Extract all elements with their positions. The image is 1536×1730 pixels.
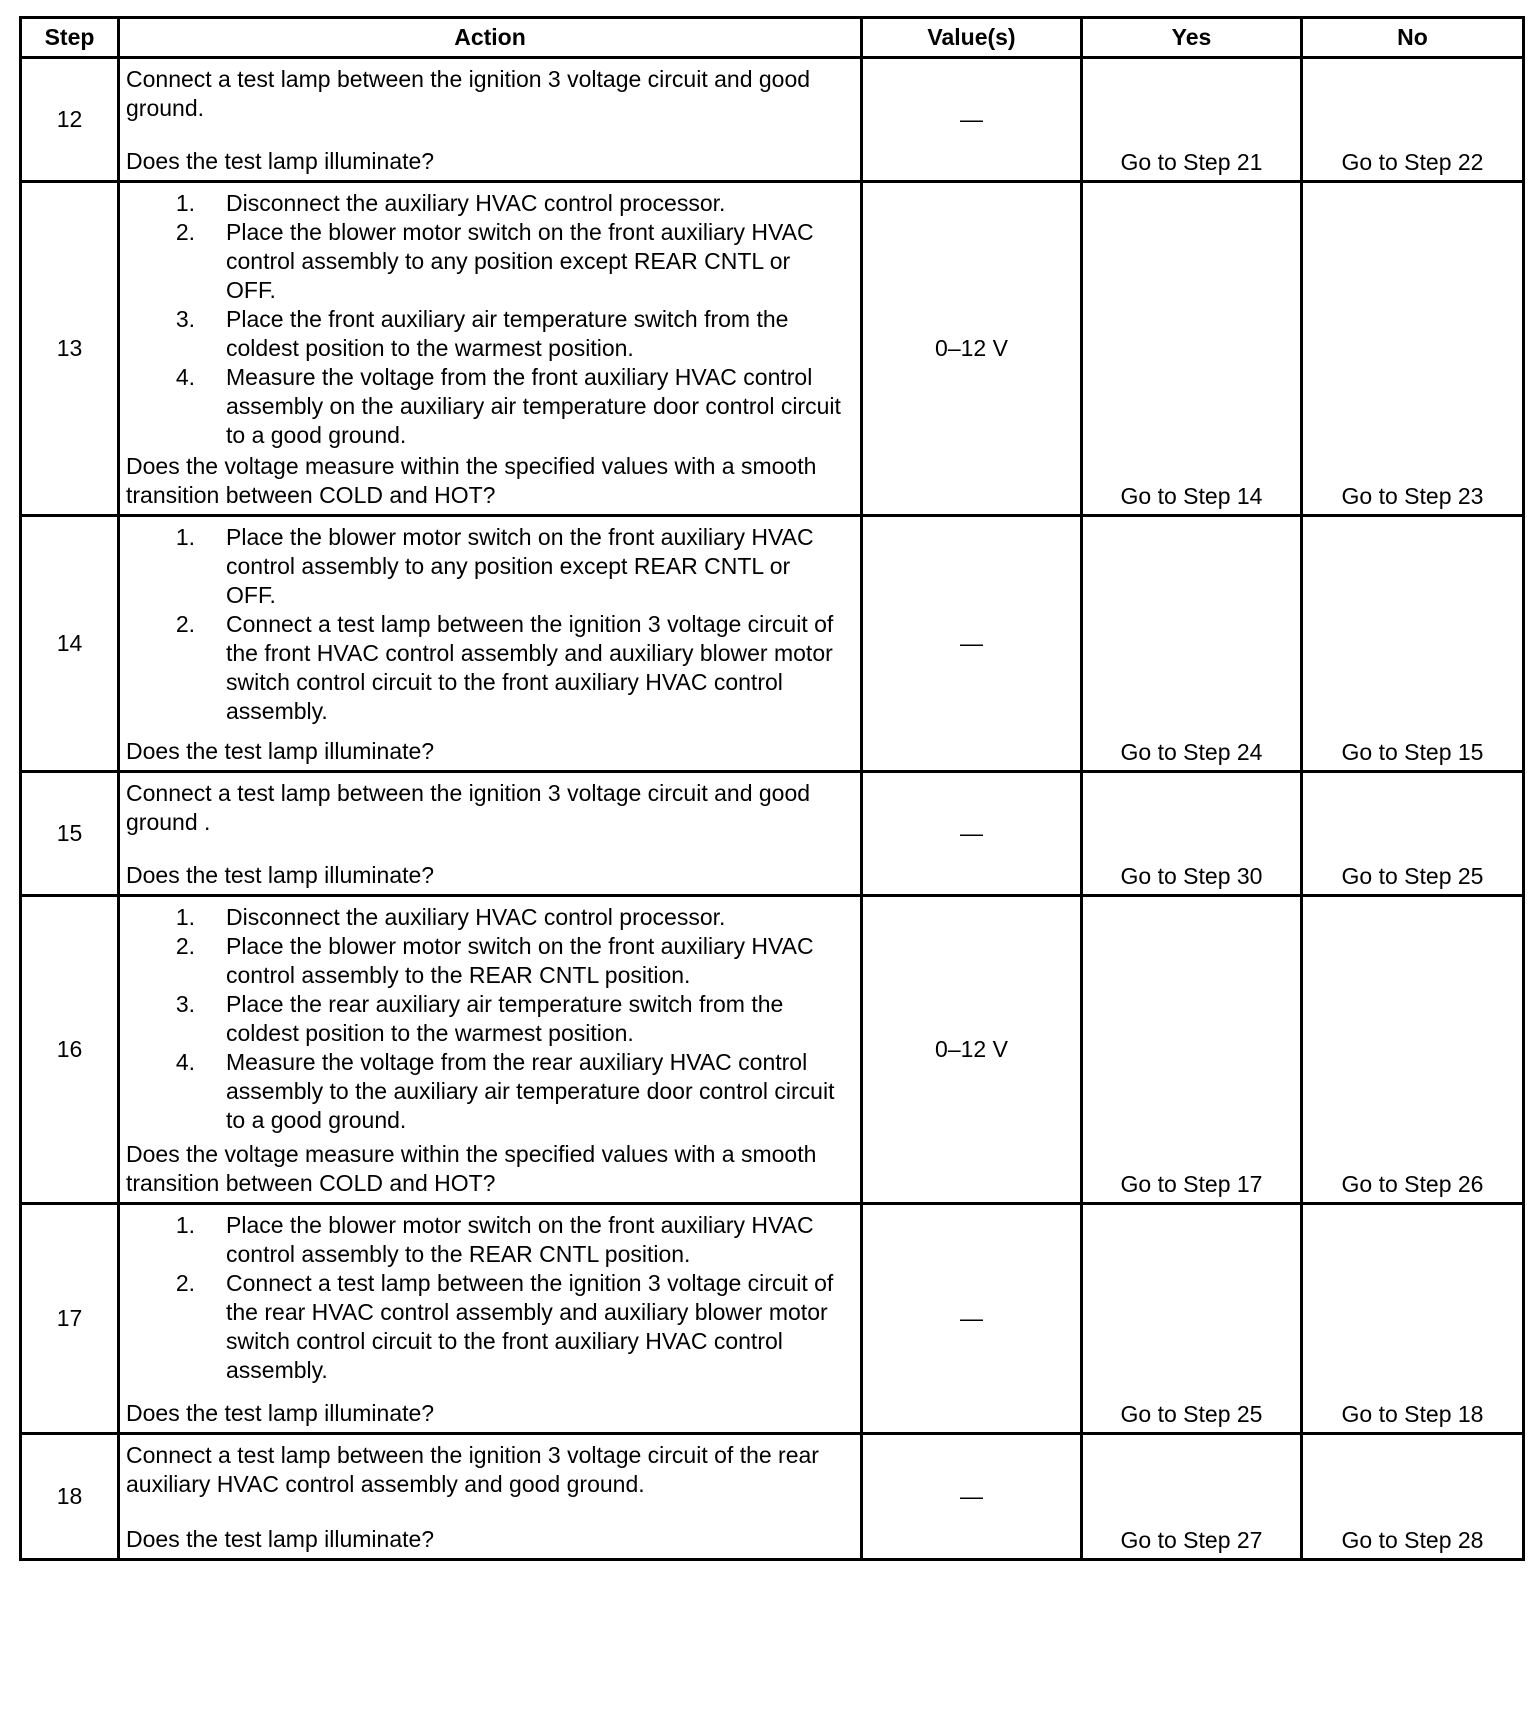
no-cell: Go to Step 25 [1302, 772, 1524, 896]
action-question: Does the voltage measure within the specified values with a smooth transition between COLD and HOT? [126, 1141, 817, 1196]
list-item-text: Connect a test lamp between the ignition 3 voltage circuit of the rear HVAC control assembly and auxiliary blower motor switch control circuit to the front auxiliary HVAC control assembly. [226, 1270, 834, 1383]
step-number: 13 [21, 182, 119, 516]
list-item-number: 2. [175, 611, 195, 637]
no-cell: Go to Step 26 [1302, 896, 1524, 1204]
table-row [21, 896, 1524, 1204]
list-item [126, 523, 842, 610]
list-item-text: Disconnect the auxiliary HVAC control processor. [226, 904, 726, 930]
list-item-number: 3. [175, 991, 195, 1017]
list-item-number: 2. [175, 219, 195, 245]
header-row [21, 18, 1524, 58]
action-instruction: Connect a test lamp between the ignition 3 voltage circuit and good ground . [126, 780, 811, 835]
list-item-text: Measure the voltage from the front auxiliary HVAC control assembly on the auxiliary air temperature door control circuit to a good ground. [226, 364, 841, 448]
header-step: Step [21, 18, 119, 58]
list-item [126, 218, 842, 305]
list-item-text: Place the blower motor switch on the front auxiliary HVAC control assembly to any position except REAR CNTL or OFF. [226, 219, 814, 303]
action-cell [119, 516, 862, 772]
no-cell: Go to Step 22 [1302, 58, 1524, 182]
yes-cell: Go to Step 25 [1082, 1204, 1302, 1434]
action-instruction: Connect a test lamp between the ignition 3 voltage circuit and good ground. [126, 66, 811, 121]
list-item [126, 189, 842, 218]
step-number: 15 [21, 772, 119, 896]
diagnostic-table [19, 16, 1525, 1561]
list-item-text: Place the rear auxiliary air temperature switch from the coldest position to the warmest position. [226, 991, 784, 1046]
list-item-text: Disconnect the auxiliary HVAC control processor. [226, 190, 726, 216]
value-cell: — [862, 58, 1082, 182]
list-item [126, 1048, 842, 1135]
list-item [126, 903, 842, 932]
action-cell [119, 896, 862, 1204]
action-cell [119, 1204, 862, 1434]
table-row [21, 516, 1524, 772]
action-cell [119, 1434, 862, 1560]
list-item-text: Place the blower motor switch on the front auxiliary HVAC control assembly to the REAR CNTL position. [226, 1212, 814, 1267]
header-yes: Yes [1082, 18, 1302, 58]
list-item-text: Place the front auxiliary air temperature switch from the coldest position to the warmest position. [226, 306, 789, 361]
action-question: Does the test lamp illuminate? [126, 862, 435, 888]
list-item [126, 932, 842, 990]
list-item [126, 1211, 842, 1269]
action-question: Does the test lamp illuminate? [126, 1526, 435, 1552]
header-values: Value(s) [862, 18, 1082, 58]
value-cell: 0–12 V [862, 896, 1082, 1204]
list-item-number: 2. [175, 1270, 195, 1296]
list-item [126, 1269, 842, 1385]
yes-cell: Go to Step 14 [1082, 182, 1302, 516]
step-number: 14 [21, 516, 119, 772]
list-item-text: Place the blower motor switch on the front auxiliary HVAC control assembly to the REAR CNTL position. [226, 933, 814, 988]
table-row [21, 1434, 1524, 1560]
no-cell: Go to Step 23 [1302, 182, 1524, 516]
yes-cell: Go to Step 27 [1082, 1434, 1302, 1560]
list-item-number: 4. [175, 364, 195, 390]
yes-cell: Go to Step 24 [1082, 516, 1302, 772]
list-item-number: 1. [175, 904, 195, 930]
table-row [21, 1204, 1524, 1434]
action-question: Does the voltage measure within the specified values with a smooth transition between COLD and HOT? [126, 453, 817, 508]
action-question: Does the test lamp illuminate? [126, 1400, 435, 1426]
action-question: Does the test lamp illuminate? [126, 148, 435, 174]
list-item-number: 1. [175, 190, 195, 216]
no-cell: Go to Step 15 [1302, 516, 1524, 772]
step-number: 17 [21, 1204, 119, 1434]
action-instruction: Connect a test lamp between the ignition 3 voltage circuit of the rear auxiliary HVAC control assembly and good ground. [126, 1442, 819, 1497]
list-item-number: 4. [175, 1049, 195, 1075]
action-steps-list [126, 523, 842, 726]
no-cell: Go to Step 18 [1302, 1204, 1524, 1434]
list-item [126, 990, 842, 1048]
action-cell [119, 772, 862, 896]
step-number: 18 [21, 1434, 119, 1560]
list-item [126, 305, 842, 363]
value-cell: — [862, 1204, 1082, 1434]
action-steps-list [126, 903, 842, 1135]
list-item [126, 363, 842, 450]
value-cell: 0–12 V [862, 182, 1082, 516]
list-item [126, 610, 842, 726]
action-cell [119, 58, 862, 182]
step-number: 12 [21, 58, 119, 182]
yes-cell: Go to Step 30 [1082, 772, 1302, 896]
yes-cell: Go to Step 21 [1082, 58, 1302, 182]
list-item-number: 3. [175, 306, 195, 332]
action-cell [119, 182, 862, 516]
list-item-number: 1. [175, 1212, 195, 1238]
list-item-text: Measure the voltage from the rear auxiliary HVAC control assembly to the auxiliary air temperature door control circuit to a good ground. [226, 1049, 835, 1133]
no-cell: Go to Step 28 [1302, 1434, 1524, 1560]
value-cell: — [862, 1434, 1082, 1560]
list-item-number: 2. [175, 933, 195, 959]
list-item-text: Place the blower motor switch on the front auxiliary HVAC control assembly to any position except REAR CNTL or OFF. [226, 524, 814, 608]
list-item-number: 1. [175, 524, 195, 550]
action-steps-list [126, 189, 842, 450]
yes-cell: Go to Step 17 [1082, 896, 1302, 1204]
header-action: Action [119, 18, 862, 58]
action-question: Does the test lamp illuminate? [126, 738, 435, 764]
table-row [21, 182, 1524, 516]
header-no: No [1302, 18, 1524, 58]
action-steps-list [126, 1211, 842, 1385]
table-row [21, 772, 1524, 896]
value-cell: — [862, 516, 1082, 772]
step-number: 16 [21, 896, 119, 1204]
list-item-text: Connect a test lamp between the ignition 3 voltage circuit of the front HVAC control assembly and auxiliary blower motor switch control circuit to the front auxiliary HVAC control assembly. [226, 611, 834, 724]
value-cell: — [862, 772, 1082, 896]
table-row [21, 58, 1524, 182]
